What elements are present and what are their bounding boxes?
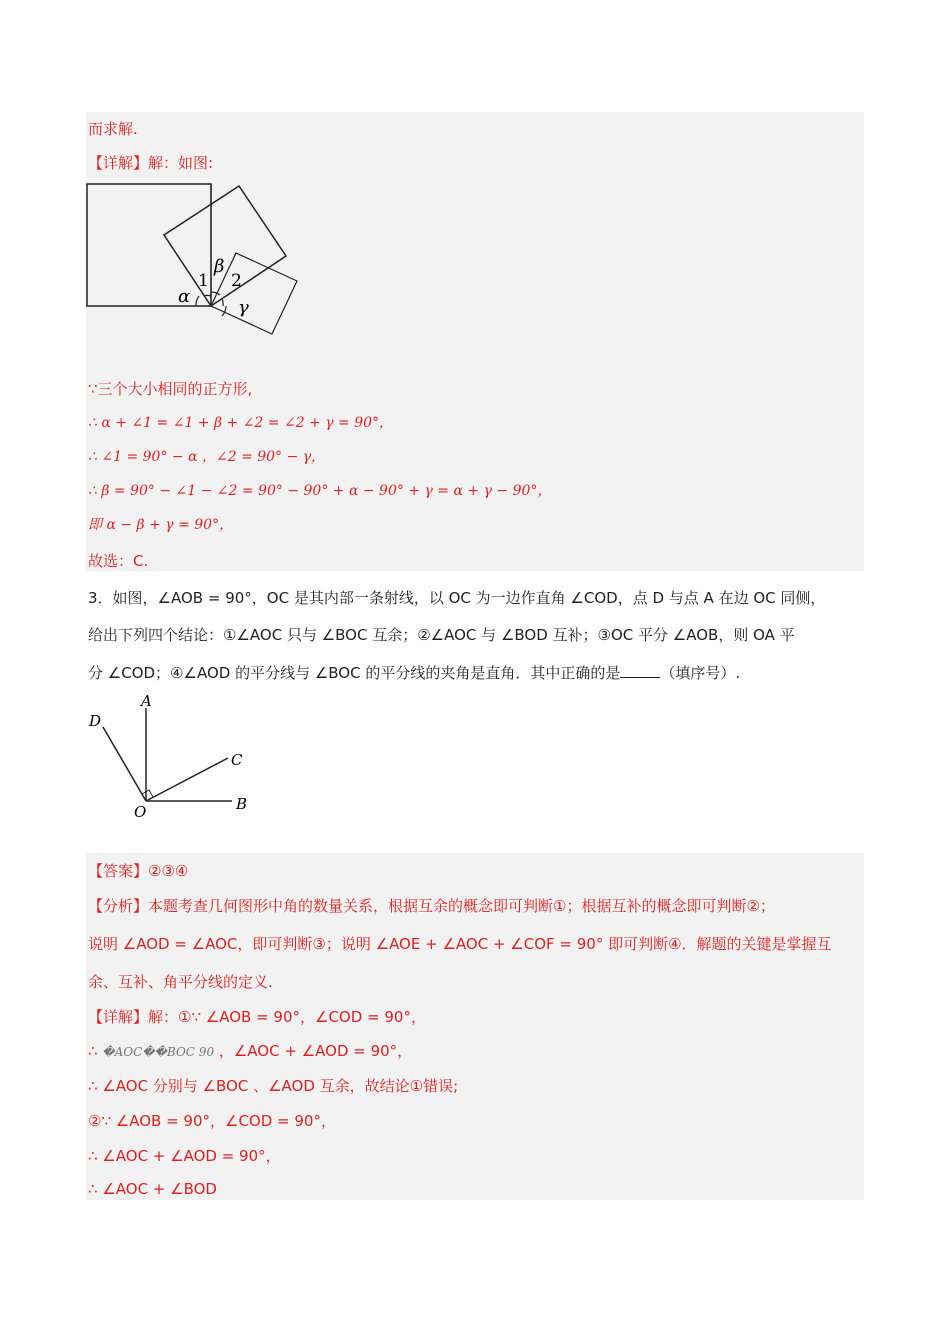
question-text-1: 如图，∠AOB = 90°，OC 是其内部一条射线，以 OC 为一边作直角 ∠COD，点 D 与点 A 在边 OC 同侧， — [112, 589, 826, 607]
solution-line-4: ∴ β = 90° − ∠1 − ∠2 = 90° − 90° + α − 90° + γ = α + γ − 90°， — [88, 483, 552, 499]
detail-line-2 — [88, 1040, 412, 1061]
three-squares-figure — [86, 180, 302, 340]
label-alpha: α — [178, 286, 191, 307]
answer-value: ②③④ — [148, 862, 189, 880]
detail-tag: 【详解】 — [88, 154, 149, 172]
analysis-line-3: 余、互补、角平分线的定义. — [88, 973, 273, 991]
detail-line-4: ②∵ ∠AOB = 90°，∠COD = 90°， — [88, 1112, 336, 1130]
question-number: 3． — [88, 589, 113, 607]
detail-text-2a: ∴ — [88, 1042, 98, 1060]
label-angle-1: 1 — [198, 271, 209, 291]
detail-text-1: 解：①∵ ∠AOB = 90°，∠COD = 90°， — [148, 1008, 426, 1026]
label-B: B — [236, 795, 248, 813]
analysis-tag: 【分析】 — [88, 897, 149, 915]
answer-tag: 【答案】 — [88, 862, 149, 880]
solution-tail: 而求解. — [88, 120, 138, 138]
answer-blank[interactable] — [620, 665, 660, 678]
solution-detail-header — [88, 152, 213, 173]
solution-line-1: ∵三个大小相同的正方形, — [88, 380, 253, 398]
question-3-line-2: 给出下列四个结论：①∠AOC 只与 ∠BOC 互余；②∠AOC 与 ∠BOD 互补；③OC 平分 ∠AOB，则 OA 平 — [88, 626, 795, 644]
question-3-line-3 — [88, 662, 740, 683]
label-C: C — [231, 751, 243, 769]
label-A: A — [141, 692, 152, 710]
detail-text: 解：如图: — [148, 154, 214, 172]
question-text-3: 分 ∠COD；④∠AOD 的平分线与 ∠BOC 的平分线的夹角是直角．其中正确的是 — [88, 664, 621, 682]
solution-final-choice: 故选：C. — [88, 552, 149, 570]
detail-line-5: ∴ ∠AOC + ∠AOD = 90°， — [88, 1147, 281, 1165]
analysis-line-1 — [88, 895, 775, 916]
label-D: D — [89, 712, 102, 730]
detail-line-1 — [88, 1006, 426, 1027]
detail-line-6: ∴ ∠AOC + ∠BOD — [88, 1180, 217, 1198]
angle-figure — [86, 690, 266, 826]
label-angle-2: 2 — [231, 271, 242, 291]
analysis-text-1: 本题考查几何图形中角的数量关系，根据互余的概念即可判断①；根据互补的概念即可判断②； — [148, 897, 775, 915]
question-text-3b: （填序号）. — [660, 664, 741, 682]
answer-line — [88, 860, 188, 881]
garbled-formula: �AOC��BOC 90 — [102, 1045, 215, 1059]
label-O: O — [134, 803, 147, 821]
detail-tag-q3: 【详解】 — [88, 1008, 149, 1026]
question-3-line-1 — [88, 587, 825, 608]
solution-line-3: ∴ ∠1 = 90° − α ，∠2 = 90° − γ， — [88, 449, 326, 465]
label-beta: β — [214, 256, 225, 277]
detail-line-3: ∴ ∠AOC 分别与 ∠BOC 、∠AOD 互余，故结论①错误; — [88, 1077, 459, 1095]
solution-line-2: ∴ α + ∠1 = ∠1 + β + ∠2 = ∠2 + γ = 90°， — [88, 415, 394, 431]
label-gamma: γ — [238, 297, 249, 318]
solution-line-5: 即 α − β + γ = 90°， — [88, 517, 234, 533]
analysis-line-2: 说明 ∠AOD = ∠AOC，即可判断③；说明 ∠AOE + ∠AOC + ∠COF = 90° 即可判断④．解题的关键是掌握互 — [88, 935, 832, 953]
detail-text-2b: ，∠AOC + ∠AOD = 90°， — [218, 1042, 413, 1060]
